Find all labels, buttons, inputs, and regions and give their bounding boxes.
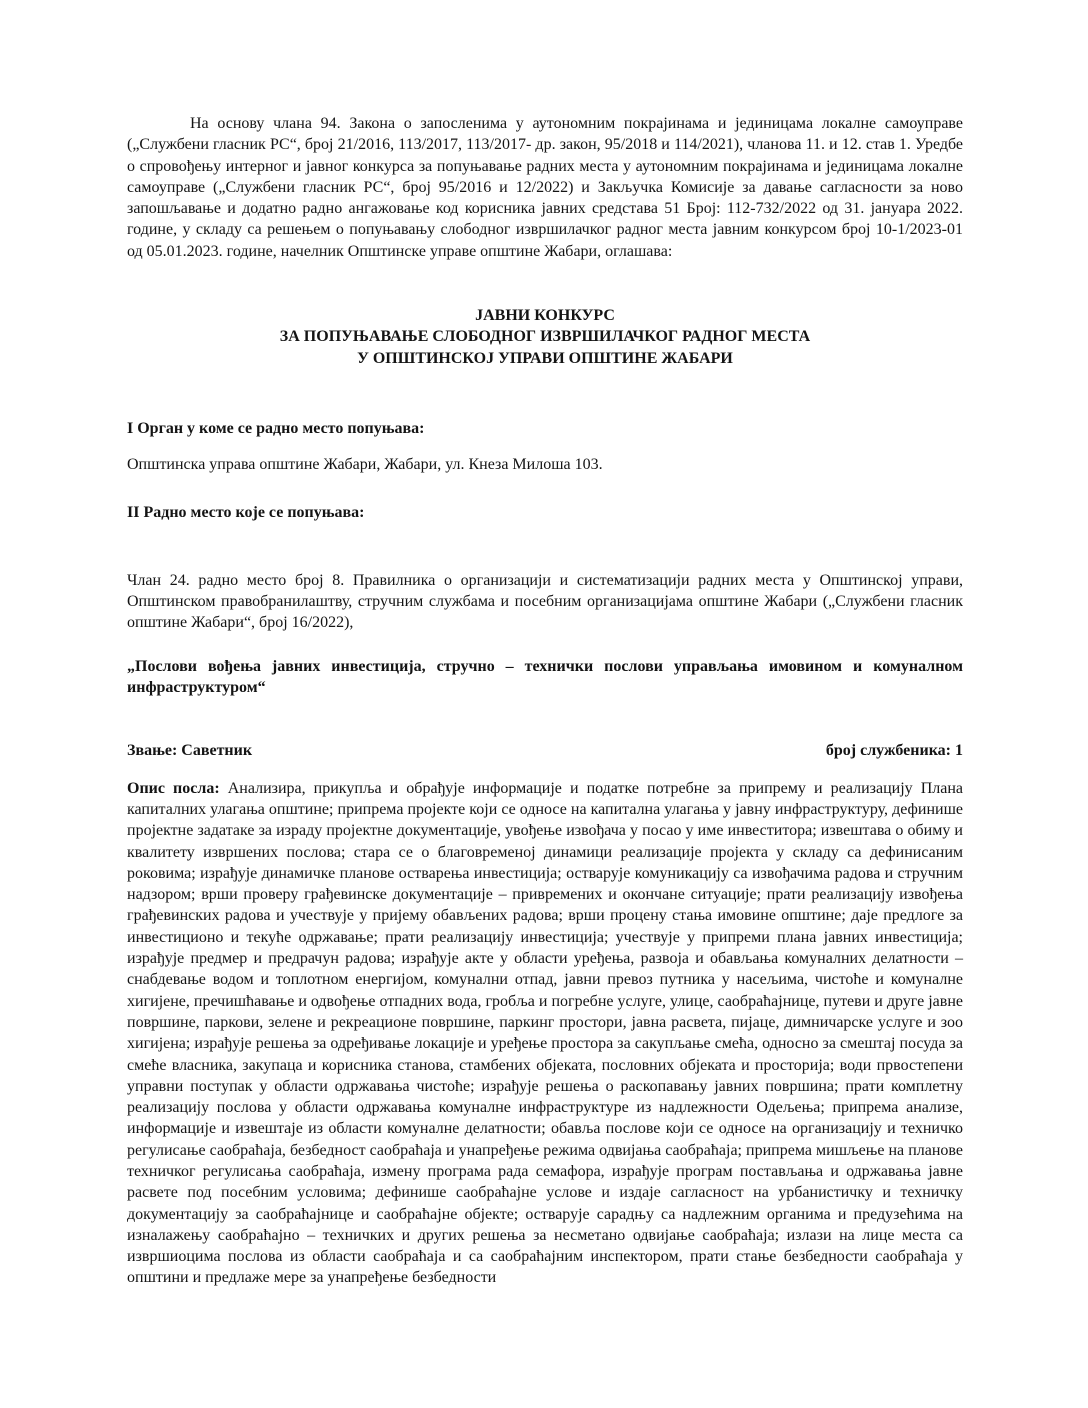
section-2-intro-paragraph: Члан 24. радно место број 8. Правилника о организацији и систематизацији радних места у Општинској управи, Општинском правобранилаштву, стручним службама и посебним организацијама општине Жабари („Службени гласник општине Жабари“, број 16/2022),	[127, 571, 963, 632]
rank-label: Звање: Саветник	[127, 742, 253, 760]
job-title-paragraph: „Послови вођења јавних инвестиција, стручно – технички послови управљања имовином и комуналном инфраструктуром“	[127, 657, 963, 697]
document-title	[127, 305, 963, 369]
rank-row	[127, 740, 963, 761]
section-2-heading: II Радно место које се попуњава:	[127, 503, 365, 521]
job-description-body: Анализира, прикупља и обрађује информације и податке потребне за припрему и реализацију Плана капиталних улагања општине; припрема пројекте који се односе на капитална улагања у јавну инфраструктуру, дефинише пројектне задатаке за израду пројектне документације, увођење извођача у посао у име инвеститора; извештава о обиму и квалитету извршених послова; стара се о благовременој динамици реализације пројекта у складу са дефинисаним роковима; израђује динамичке планове остварења инвестиција; остварује комуникацију са извођачима радова и стручним надзором; врши проверу грађевинске документације – привремених и окончане ситуације; прати реализацију извођења грађевинских радова и учествује у пријему обављених радова; врши процену стања имовине општине; даје предлоге за инвестиционо и текуће одржавање; прати реализацију инвестиција; учествује у припреми плана јавних инвестиција; израђује предмер и предрачун радова; израђује акте у области уређења, развоја и обављања комуналних делатности – снабдевање водом и топлотном енергијом, комунални отпад, јавни превоз путника у насељима, чистоће и комуналне хигијене, пречишћавање и одвођење отпадних вода, гробља и погребне услуге, улице, саобраћајнице, путеви и друге јавне површине, паркови, зелене и рекреационе површине, паркинг простори, јавна расвета, пијаце, димничарске услуге и зоо хигијена; израђује решења за одређивање локације и уређење простора за сакупљање смећа, односно за смештај посуда за смеће власника, закупаца и корисника станова, стамбених објеката, пословних објеката и просторија; води првостепени управни поступак у области одржавања чистоће; израђује решења о раскопавању јавних површина; прати комплетну реализацију послова у области одржавања комуналне инфраструктуре из надлежности Одељења; припрема анализе, информације и извештаје из области комуналне делатности; обавља послове који се односе на организацију и техничко регулисање саобраћаја, безбедност саобраћаја и унапређење режима одвијања саобраћаја; припрема мишљење на планове техничког регулисања саобраћаја, измену програма рада семафора, израђује програм постављања и одржавања јавне расвете под посебним условима; дефинише саобраћајне услове и издаје сагласност на урбанистичку и техничку документацију за саобраћајнице и саобраћајне објекте; остварује сарадњу са надлежним органима и предузећима на изналажењу саобраћајно – техничких и других решења за несметано одвијање саобраћаја; излази на лице места са извршиоцима послова из области саобраћаја и са саобраћајним инспектором, прати стање безбедности саобраћаја у општини и предлаже мере за унапређење безбедности	[127, 779, 964, 1287]
section-1-heading: I Орган у коме се радно место попуњава:	[127, 419, 425, 437]
job-description-label: Опис посла:	[127, 779, 220, 797]
section-1-body: Општинска управа општине Жабари, Жабари, ул. Кнеза Милоша 103.	[127, 456, 603, 474]
document-title-line-2: ЗА ПОПУЊАВАЊЕ СЛОБОДНОГ ИЗВРШИЛАЧКОГ РАДНОГ МЕСТА	[279, 328, 811, 346]
document-title-line-3: У ОПШТИНСКОЈ УПРАВИ ОПШТИНЕ ЖАБАРИ	[357, 349, 733, 367]
job-description-paragraph	[127, 778, 963, 1289]
document-title-line-1: ЈАВНИ КОНКУРС	[475, 307, 615, 325]
intro-paragraph: На основу члана 94. Закона о запосленима у аутономним покрајинама и јединицама локалне самоуправе („Службени гласник РС“, број 21/2016, 113/2017, 113/2017- др. закон, 95/2018 и 114/2021), чланова 11. и 12. став 1. Уредбе о спровођењу интерног и јавног конкурса за попуњавање радних места у аутономним покрајинама и јединицама локалне самоуправе („Службени гласник РС“, број 95/2016 и 12/2022) и Закључка Комисије за давање сагласности за ново запошљавање и додатно радно ангажовање код корисника јавних средстава 51 Број: 112-732/2022 од 31. јануара 2022. године, у складу са решењем о попуњавању слободног извршилачког радног места јавним конкурсом број 10-1/2023-01 од 05.01.2023. године, начелник Општинске управе општине Жабари, оглашава:	[127, 115, 963, 260]
employee-count-label: број службеника: 1	[825, 742, 963, 760]
